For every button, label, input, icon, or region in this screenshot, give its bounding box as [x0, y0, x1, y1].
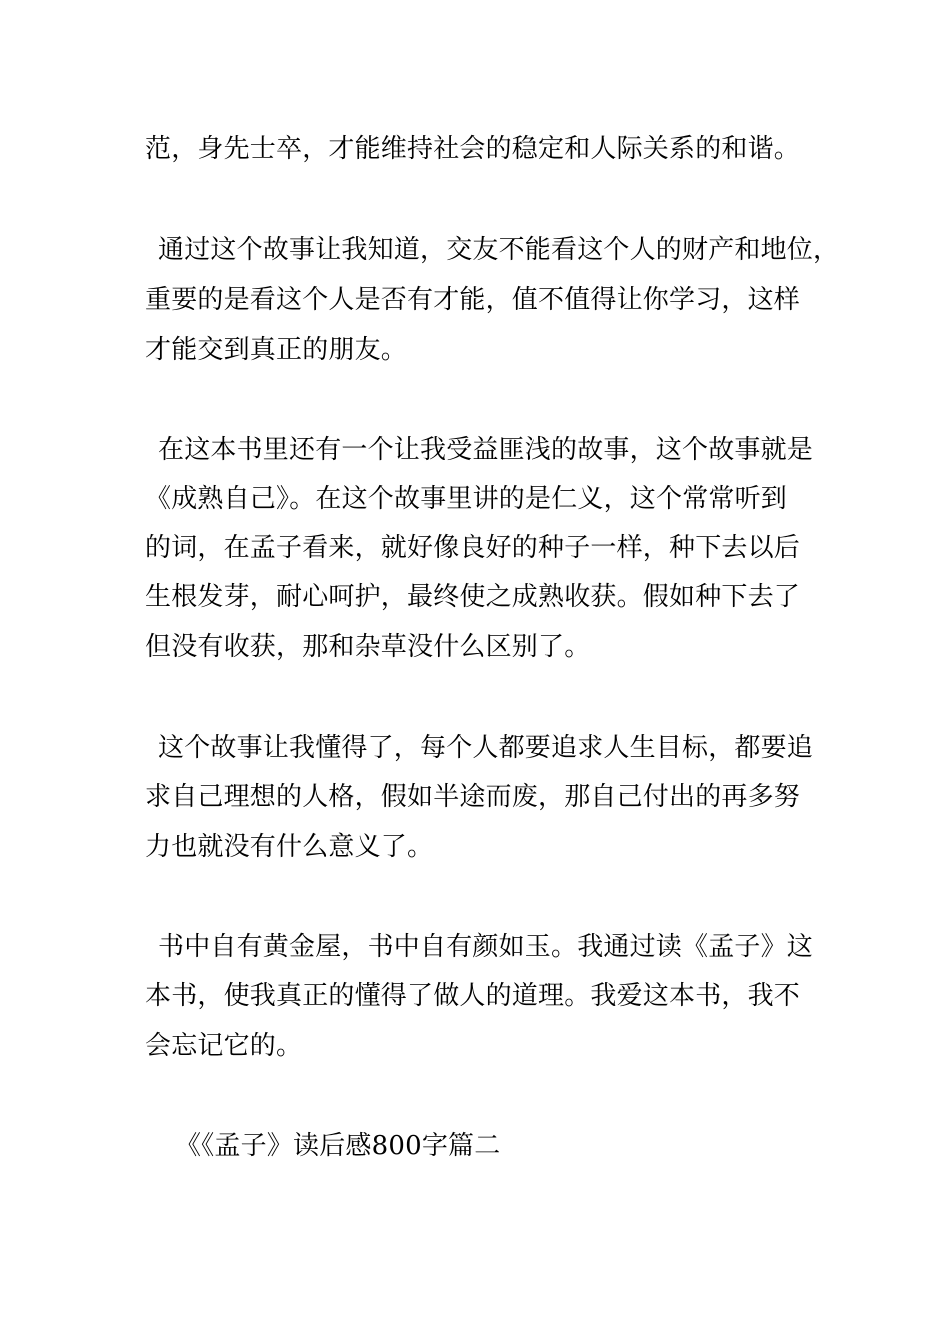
text-line: 求自己理想的人格，假如半途而废，那自己付出的再多努 — [145, 782, 801, 812]
section-heading: 《《孟子》读后感800字篇二 — [175, 1131, 501, 1161]
text-line: 这个故事让我懂得了，每个人都要追求人生目标，都要追 — [158, 733, 814, 763]
text-line: 书中自有黄金屋，书中自有颜如玉。我通过读《孟子》这 — [158, 932, 814, 962]
text-line: 《成熟自己》。在这个故事里讲的是仁义，这个常常听到 — [145, 484, 788, 514]
text-line: 才能交到真正的朋友。 — [145, 335, 408, 365]
text-line: 的词，在孟子看来，就好像良好的种子一样，种下去以后 — [145, 533, 801, 563]
text-line: 范，身先士卒，才能维持社会的稳定和人际关系的和谐。 — [145, 134, 801, 164]
text-line: 但没有收获，那和杂草没什么区别了。 — [145, 632, 591, 662]
text-line: 会忘记它的。 — [145, 1031, 303, 1061]
text-line: 力也就没有什么意义了。 — [145, 832, 434, 862]
text-line: 通过这个故事让我知道，交友不能看这个人的财产和地位， — [158, 235, 840, 265]
text-line: 在这本书里还有一个让我受益匪浅的故事，这个故事就是 — [158, 435, 814, 465]
text-line: 本书，使我真正的懂得了做人的道理。我爱这本书，我不 — [145, 981, 801, 1011]
text-line: 重要的是看这个人是否有才能，值不值得让你学习，这样 — [145, 285, 801, 315]
text-line: 生根发芽，耐心呵护，最终使之成熟收获。假如种下去了 — [145, 582, 801, 612]
